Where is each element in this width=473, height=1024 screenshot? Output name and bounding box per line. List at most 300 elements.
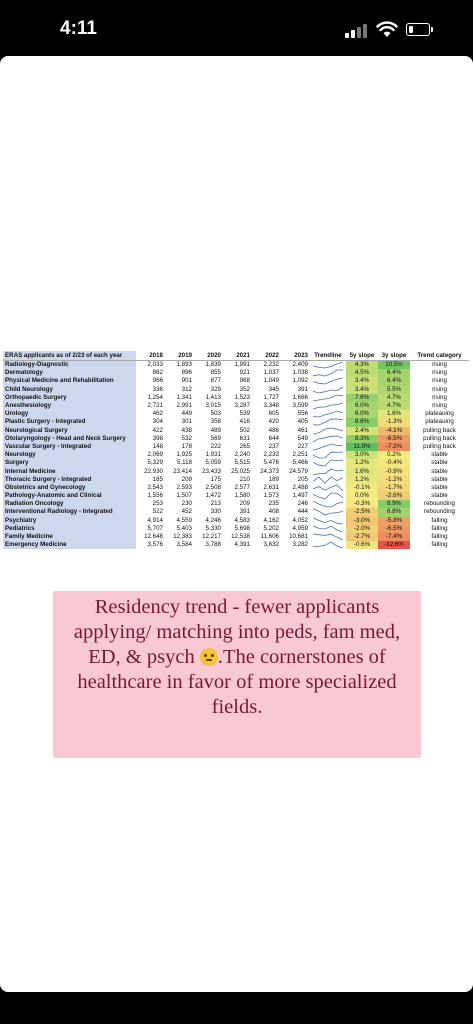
applicant-count: 237 — [268, 442, 279, 450]
applicant-count: 2,240 — [234, 451, 250, 459]
sparkline — [310, 508, 346, 516]
sparkline-path — [313, 428, 343, 434]
trend-category: rising — [432, 402, 447, 410]
caption-box — [53, 591, 421, 758]
table-row — [3, 369, 469, 377]
sparkline-path — [313, 501, 343, 507]
applicant-count: 896 — [181, 369, 192, 377]
trend-category: rising — [432, 361, 447, 369]
five-year-slope: 6.0% — [346, 410, 378, 418]
applicant-count: 502 — [239, 426, 250, 434]
three-year-slope: 4.7% — [378, 394, 410, 402]
applicant-count: 1,049 — [263, 377, 279, 385]
trendline-cell — [310, 533, 346, 541]
sparkline-path — [313, 526, 343, 532]
applicant-count: 1,666 — [292, 393, 308, 401]
applicant-count: 398 — [152, 434, 163, 442]
sparkline-path — [313, 444, 343, 450]
three-year-slope: -0.4% — [378, 459, 410, 467]
trendline-cell — [310, 525, 346, 533]
trend-category: stable — [431, 459, 448, 467]
applicant-count: 4,162 — [263, 516, 279, 524]
sparkline — [310, 377, 346, 385]
eras-table-image — [3, 351, 469, 604]
applicant-count: 452 — [181, 508, 192, 516]
trend-category: rebounding — [424, 500, 455, 508]
applicant-count: 304 — [152, 418, 163, 426]
specialty-name: Pathology-Anatomic and Clinical — [3, 492, 136, 500]
applicant-count: 444 — [297, 508, 308, 516]
applicant-count: 5,118 — [176, 459, 192, 467]
sparkline-path — [313, 419, 343, 425]
applicant-count: 522 — [152, 508, 163, 516]
applicant-count: 4,052 — [292, 516, 308, 524]
cellular-signal-icon — [345, 24, 367, 38]
applicant-count: 1,472 — [205, 492, 221, 500]
three-year-slope: 4.7% — [378, 402, 410, 410]
trendline-cell — [310, 443, 346, 451]
applicant-count: 24,579 — [289, 467, 308, 475]
trendline-cell — [310, 427, 346, 435]
trend-category: pulling back — [423, 426, 456, 434]
specialty-name: Radiation Oncology — [3, 500, 136, 508]
sparkline-path — [313, 378, 343, 384]
sparkline — [310, 541, 346, 549]
trend-category: falling — [431, 541, 448, 549]
trendline-cell — [310, 508, 346, 516]
applicant-count: 175 — [210, 475, 221, 483]
three-year-slope: -1.2% — [378, 476, 410, 484]
five-year-slope: 1.2% — [346, 476, 378, 484]
column-header: ERAS applicants as of 2/23 of each year — [3, 351, 136, 361]
specialty-name: Orthopaedic Surgery — [3, 394, 136, 402]
sparkline — [310, 492, 346, 500]
applicant-count: 549 — [297, 434, 308, 442]
five-year-slope: 1.6% — [346, 467, 378, 475]
applicant-count: 5,476 — [263, 459, 279, 467]
trend-category: stable — [431, 483, 448, 491]
specialty-name: Pediatrics — [3, 525, 136, 533]
applicant-count: 420 — [268, 418, 279, 426]
sparkline — [310, 402, 346, 410]
five-year-slope: 1.2% — [346, 459, 378, 467]
applicant-count: 416 — [239, 418, 250, 426]
eras-applicants-table — [3, 351, 469, 549]
sparkline — [310, 361, 346, 369]
three-year-slope: 5.5% — [378, 386, 410, 394]
sparkline — [310, 443, 346, 451]
applicant-count: 391 — [239, 508, 250, 516]
applicant-count: 4,914 — [147, 516, 163, 524]
table-row — [3, 467, 469, 475]
applicant-count: 862 — [152, 369, 163, 377]
specialty-name: Neurological Surgery — [3, 427, 136, 435]
trendline-cell — [310, 541, 346, 549]
sparkline — [310, 410, 346, 418]
applicant-count: 25,025 — [231, 467, 250, 475]
trendline-cell — [310, 394, 346, 402]
specialty-name: Plastic Surgery - Integrated — [3, 418, 136, 426]
trend-category: rising — [432, 385, 447, 393]
applicant-count: 23,433 — [202, 467, 221, 475]
applicant-count: 966 — [152, 377, 163, 385]
applicant-count: 209 — [239, 500, 250, 508]
table-row — [3, 386, 469, 394]
applicant-count: 12,383 — [173, 533, 192, 541]
trendline-cell — [310, 451, 346, 459]
applicant-count: 3,348 — [263, 402, 279, 410]
applicant-count: 3,584 — [176, 541, 192, 549]
sparkline — [310, 517, 346, 525]
applicant-count: 2,991 — [176, 402, 192, 410]
sparkline — [310, 386, 346, 394]
applicant-count: 422 — [152, 426, 163, 434]
trend-category: pulling back — [423, 442, 456, 450]
specialty-name: Neurology — [3, 451, 136, 459]
specialty-name: Urology — [3, 410, 136, 418]
column-header: 5y slope — [346, 351, 378, 361]
status-bar — [0, 0, 473, 56]
applicant-count: 855 — [210, 369, 221, 377]
applicant-count: 532 — [181, 434, 192, 442]
table-row — [3, 484, 469, 492]
sparkline — [310, 525, 346, 533]
applicant-count: 1,038 — [292, 369, 308, 377]
five-year-slope: -0.3% — [346, 500, 378, 508]
sparkline-path — [313, 370, 343, 376]
applicant-count: 358 — [210, 418, 221, 426]
trend-category: falling — [431, 524, 448, 532]
applicant-count: 438 — [181, 426, 192, 434]
trendline-cell — [310, 459, 346, 467]
applicant-count: 5,698 — [234, 524, 250, 532]
trend-category: rising — [432, 369, 447, 377]
five-year-slope: 0.0% — [346, 492, 378, 500]
column-header: 3y slope — [378, 351, 410, 361]
applicant-count: 408 — [268, 508, 279, 516]
table-row — [3, 525, 469, 533]
trend-category: stable — [431, 467, 448, 475]
applicant-count: 1,931 — [205, 451, 221, 459]
table-row — [3, 492, 469, 500]
trend-category: plateauing — [425, 418, 454, 426]
applicant-count: 1,507 — [176, 492, 192, 500]
status-time: 4:11 — [60, 18, 97, 39]
applicant-count: 246 — [297, 500, 308, 508]
trend-category: plateauing — [425, 410, 454, 418]
sparkline-path — [313, 395, 343, 401]
applicant-count: 968 — [239, 377, 250, 385]
three-year-slope: 10.5% — [378, 361, 410, 370]
five-year-slope: -3.0% — [346, 517, 378, 525]
applicant-count: 2,251 — [292, 451, 308, 459]
applicant-count: 185 — [152, 475, 163, 483]
table-row — [3, 427, 469, 435]
trendline-cell — [310, 517, 346, 525]
applicant-count: 12,538 — [231, 533, 250, 541]
applicant-count: 301 — [181, 418, 192, 426]
applicant-count: 921 — [239, 369, 250, 377]
applicant-count: 5,403 — [176, 524, 192, 532]
sparkline — [310, 500, 346, 508]
applicant-count: 503 — [210, 410, 221, 418]
applicant-count: 631 — [239, 434, 250, 442]
table-row — [3, 500, 469, 508]
sparkline — [310, 476, 346, 484]
applicant-count: 1,523 — [234, 393, 250, 401]
sparkline-path — [313, 403, 343, 409]
applicant-count: 569 — [210, 434, 221, 442]
trendline-cell — [310, 484, 346, 492]
three-year-slope: 1.6% — [378, 410, 410, 418]
applicant-count: 1,413 — [205, 393, 221, 401]
sparkline-path — [313, 362, 343, 368]
five-year-slope: -2.7% — [346, 533, 378, 541]
sparkline — [310, 468, 346, 476]
applicant-count: 227 — [297, 442, 308, 450]
sparkline — [310, 459, 346, 467]
table-row — [3, 402, 469, 410]
applicant-count: 2,543 — [147, 483, 163, 491]
three-year-slope: 6.4% — [378, 369, 410, 377]
five-year-slope: 8.6% — [346, 418, 378, 426]
five-year-slope: 4.3% — [346, 361, 378, 370]
five-year-slope: -0.1% — [346, 484, 378, 492]
specialty-name: Child Neurology — [3, 386, 136, 394]
table-row — [3, 533, 469, 541]
applicant-count: 1,556 — [147, 492, 163, 500]
column-header: 2021 — [223, 351, 252, 361]
trendline-cell — [310, 377, 346, 385]
trendline-cell — [310, 386, 346, 394]
applicant-count: 209 — [181, 475, 192, 483]
five-year-slope: 3.0% — [346, 451, 378, 459]
five-year-slope: 6.0% — [346, 402, 378, 410]
applicant-count: 2,232 — [263, 361, 279, 369]
applicant-count: 22,930 — [144, 467, 163, 475]
trend-category: stable — [431, 475, 448, 483]
trend-category: stable — [431, 451, 448, 459]
applicant-count: 2,721 — [147, 402, 163, 410]
table-row — [3, 410, 469, 418]
column-header: 2020 — [194, 351, 223, 361]
trendline-cell — [310, 435, 346, 443]
applicant-count: 336 — [152, 385, 163, 393]
applicant-count: 265 — [239, 442, 250, 450]
applicant-count: 330 — [210, 508, 221, 516]
sparkline — [310, 369, 346, 377]
three-year-slope: 0.2% — [378, 451, 410, 459]
trend-category: rising — [432, 393, 447, 401]
applicant-count: 5,059 — [205, 459, 221, 467]
table-row — [3, 517, 469, 525]
specialty-name: Obstetrics and Gynecology — [3, 484, 136, 492]
five-year-slope: 11.9% — [346, 443, 378, 451]
applicant-count: 391 — [297, 385, 308, 393]
table-row — [3, 541, 469, 549]
applicant-count: 2,233 — [263, 451, 279, 459]
applicant-count: 2,409 — [292, 361, 308, 369]
applicant-count: 405 — [297, 418, 308, 426]
trend-category: rising — [432, 377, 447, 385]
three-year-slope: -1.7% — [378, 484, 410, 492]
sparkline-path — [313, 452, 343, 458]
applicant-count: 1,925 — [176, 451, 192, 459]
applicant-count: 345 — [268, 385, 279, 393]
trendline-cell — [310, 476, 346, 484]
sparkline — [310, 451, 346, 459]
five-year-slope: 3.4% — [346, 386, 378, 394]
table-row — [3, 377, 469, 385]
applicant-count: 644 — [268, 434, 279, 442]
applicant-count: 1,893 — [176, 361, 192, 369]
applicant-count: 3,632 — [263, 541, 279, 549]
applicant-count: 1,573 — [263, 492, 279, 500]
applicant-count: 539 — [239, 410, 250, 418]
sparkline — [310, 533, 346, 541]
applicant-count: 205 — [297, 475, 308, 483]
applicant-count: 4,391 — [234, 541, 250, 549]
table-row — [3, 418, 469, 426]
sparkline-path — [313, 493, 343, 499]
sparkline — [310, 427, 346, 435]
trend-category: rebounding — [424, 508, 455, 516]
applicant-count: 1,991 — [234, 361, 250, 369]
applicant-count: 461 — [297, 426, 308, 434]
applicant-count: 556 — [297, 410, 308, 418]
sparkline — [310, 435, 346, 443]
applicant-count: 1,092 — [292, 377, 308, 385]
applicant-count: 877 — [210, 377, 221, 385]
applicant-count: 1,580 — [234, 492, 250, 500]
applicant-count: 2,593 — [176, 483, 192, 491]
trendline-cell — [310, 500, 346, 508]
five-year-slope: 4.5% — [346, 369, 378, 377]
trendline-cell — [310, 402, 346, 410]
sparkline-path — [313, 477, 343, 483]
five-year-slope: -2.0% — [346, 525, 378, 533]
applicant-count: 148 — [152, 442, 163, 450]
table-row — [3, 443, 469, 451]
applicant-count: 312 — [181, 385, 192, 393]
applicant-count: 5,515 — [234, 459, 250, 467]
specialty-name: Radiology-Diagnostic — [3, 361, 136, 370]
applicant-count: 235 — [268, 500, 279, 508]
applicant-count: 1,727 — [263, 393, 279, 401]
column-header: 2022 — [252, 351, 281, 361]
applicant-count: 5,707 — [147, 524, 163, 532]
three-year-slope: -12.6% — [378, 541, 410, 549]
three-year-slope: -7.4% — [378, 533, 410, 541]
applicant-count: 1,341 — [176, 393, 192, 401]
applicant-count: 5,466 — [292, 459, 308, 467]
three-year-slope: -4.1% — [378, 427, 410, 435]
column-header: 2023 — [281, 351, 310, 361]
table-row — [3, 451, 469, 459]
trend-category: pulling back — [423, 434, 456, 442]
trendline-cell — [310, 410, 346, 418]
applicant-count: 253 — [152, 500, 163, 508]
five-year-slope: 3.4% — [346, 377, 378, 385]
table-row — [3, 435, 469, 443]
specialty-name: Thoracic Surgery - Integrated — [3, 476, 136, 484]
three-year-slope: -0.9% — [378, 467, 410, 475]
specialty-name: Vascular Surgery - Integrated — [3, 443, 136, 451]
table-row — [3, 508, 469, 516]
trendline-cell — [310, 492, 346, 500]
applicant-count: 24,373 — [260, 467, 279, 475]
specialty-name: Interventional Radiology - Integrated — [3, 508, 136, 516]
trendline-cell — [310, 418, 346, 426]
column-header: 2019 — [165, 351, 194, 361]
applicant-count: 486 — [268, 426, 279, 434]
sparkline-path — [313, 460, 343, 466]
applicant-count: 1,037 — [263, 369, 279, 377]
five-year-slope: 2.4% — [346, 427, 378, 435]
table-row — [3, 476, 469, 484]
three-year-slope: 6.4% — [378, 377, 410, 385]
sparkline — [310, 484, 346, 492]
sparkline-path — [313, 509, 343, 515]
specialty-name: Internal Medicine — [3, 467, 136, 475]
trendline-cell — [310, 361, 346, 370]
applicant-count: 10,681 — [289, 533, 308, 541]
applicant-count: 11,606 — [260, 533, 279, 541]
specialty-name: Otolaryngology - Head and Neck Surgery — [3, 435, 136, 443]
applicant-count: 12,217 — [202, 533, 221, 541]
applicant-count: 3,576 — [147, 541, 163, 549]
trend-category: falling — [431, 516, 448, 524]
caption-line-1: Residency trend - fewer applicants applying/ matching into peds, fam med, ED, & psych — [73, 596, 401, 668]
column-header: Trendline — [310, 351, 346, 361]
five-year-slope: 8.3% — [346, 435, 378, 443]
specialty-name: Surgery — [3, 459, 136, 467]
trendline-cell — [310, 369, 346, 377]
applicant-count: 3,287 — [234, 402, 250, 410]
applicant-count: 213 — [210, 500, 221, 508]
sparkline-path — [313, 436, 343, 442]
applicant-count: 4,583 — [234, 516, 250, 524]
thinking-face-icon — [200, 648, 218, 666]
specialty-name: Psychiatry — [3, 517, 136, 525]
table-row — [3, 459, 469, 467]
caption-line-2: .The cornerstones of healthcare in favor of more specialized fields. — [77, 646, 397, 718]
trend-category: falling — [431, 533, 448, 541]
applicant-count: 605 — [268, 410, 279, 418]
applicant-count: 230 — [181, 500, 192, 508]
specialty-name: Family Medicine — [3, 533, 136, 541]
applicant-count: 2,488 — [292, 483, 308, 491]
applicant-count: 489 — [210, 426, 221, 434]
five-year-slope: -0.6% — [346, 541, 378, 549]
trendline-cell — [310, 467, 346, 475]
applicant-count: 210 — [239, 475, 250, 483]
applicant-count: 3,788 — [205, 541, 221, 549]
sparkline-path — [313, 485, 343, 491]
caption-text — [53, 591, 421, 724]
three-year-slope: -7.2% — [378, 443, 410, 451]
applicant-count: 329 — [210, 385, 221, 393]
three-year-slope: -5.8% — [378, 517, 410, 525]
applicant-count: 5,330 — [205, 524, 221, 532]
trend-category: stable — [431, 492, 448, 500]
applicant-count: 23,414 — [173, 467, 192, 475]
applicant-count: 189 — [268, 475, 279, 483]
three-year-slope: -1.3% — [378, 418, 410, 426]
five-year-slope: 7.6% — [346, 394, 378, 402]
applicant-count: 3,599 — [292, 402, 308, 410]
applicant-count: 2,631 — [263, 483, 279, 491]
